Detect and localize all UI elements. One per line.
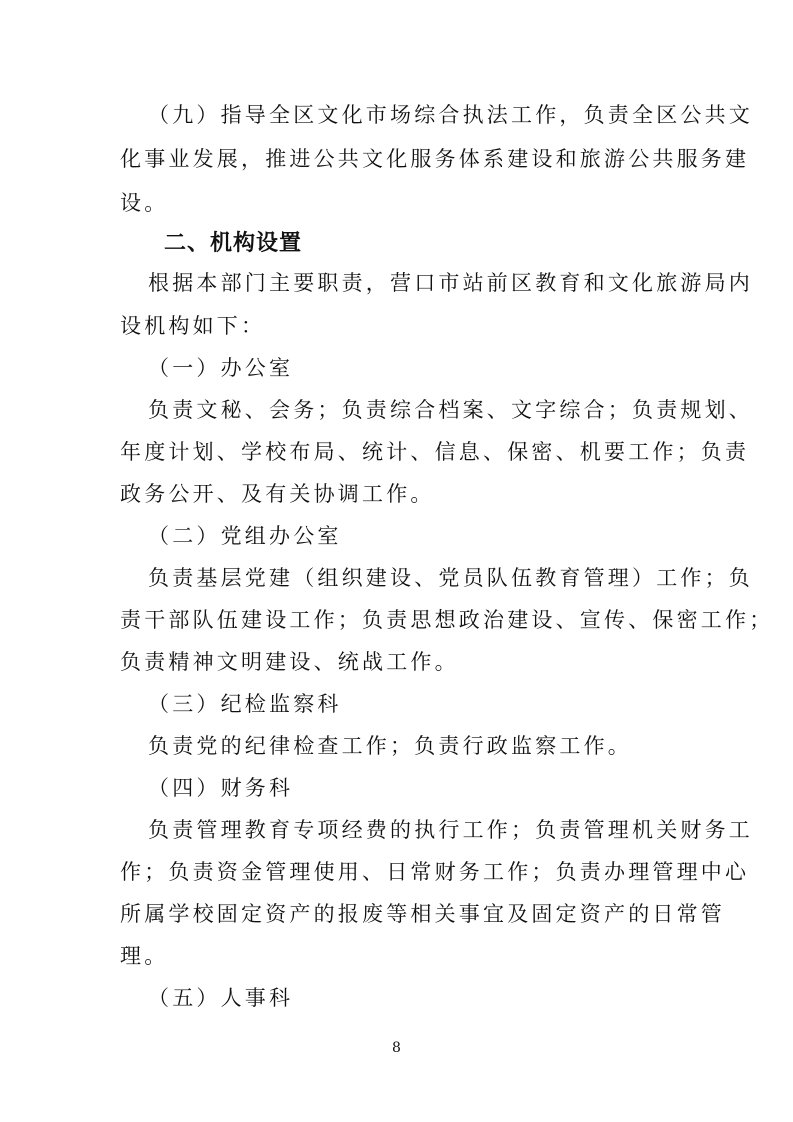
page-number: 8 — [392, 1040, 401, 1056]
subsection-heading: （四）财务科 — [148, 776, 294, 800]
paragraph-line: 作；负责资金管理使用、日常财务工作；负责办理管理中心 — [120, 860, 750, 884]
subsection-heading: （一）办公室 — [148, 356, 294, 380]
paragraph-line: 负责基层党建（组织建设、党员队伍教育管理）工作；负 — [148, 566, 753, 590]
section-heading: 二、机构设置 — [164, 231, 303, 256]
paragraph-line: 设机构如下： — [120, 314, 266, 338]
paragraph-line: 负责精神文明建设、统战工作。 — [120, 650, 459, 674]
subsection-heading: （五）人事科 — [148, 986, 294, 1010]
subsection-heading: （二）党组办公室 — [148, 524, 342, 548]
paragraph-line: 设。 — [120, 191, 169, 215]
paragraph-line: 负责党的纪律检查工作；负责行政监察工作。 — [148, 734, 632, 758]
paragraph-line: （九）指导全区文化市场综合执法工作，负责全区公共文 — [148, 103, 753, 127]
paragraph-line: 负责文秘、会务；负责综合档案、文字综合；负责规划、 — [148, 398, 753, 422]
paragraph-line: 负责管理教育专项经费的执行工作；负责管理机关财务工 — [148, 818, 753, 842]
paragraph-line: 化事业发展，推进公共文化服务体系建设和旅游公共服务建 — [120, 147, 750, 171]
paragraph-line: 理。 — [120, 944, 169, 968]
subsection-heading: （三）纪检监察科 — [148, 692, 342, 716]
paragraph-line: 根据本部门主要职责，营口市站前区教育和文化旅游局内 — [148, 271, 753, 295]
paragraph-line: 年度计划、学校布局、统计、信息、保密、机要工作；负责 — [120, 440, 750, 464]
paragraph-line: 政务公开、及有关协调工作。 — [120, 482, 435, 506]
paragraph-line: 所属学校固定资产的报废等相关事宜及固定资产的日常管 — [120, 902, 725, 926]
paragraph-line: 责干部队伍建设工作；负责思想政治建设、宣传、保密工作； — [120, 608, 774, 632]
